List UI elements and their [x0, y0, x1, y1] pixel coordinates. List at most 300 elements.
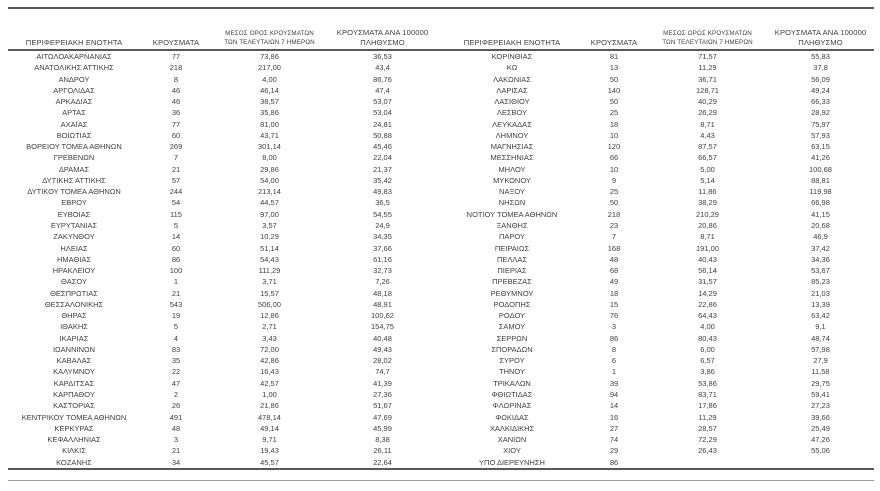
table-row	[8, 457, 438, 468]
table-row	[446, 321, 876, 332]
region-cell: ΒΟΙΩΤΙΑΣ	[56, 130, 92, 140]
region-cell: ΠΑΡΟΥ	[498, 232, 525, 242]
table-row	[8, 299, 438, 310]
region-cell: ΡΕΘΥΜΝΟΥ	[490, 288, 534, 298]
per100k-cell: 47,4	[375, 85, 390, 95]
region-cell: ΦΩΚΙΔΑΣ	[495, 412, 529, 422]
avg7-cell: 40,43	[698, 254, 717, 264]
per100k-cell: 50,88	[373, 130, 392, 140]
table-row	[8, 321, 438, 332]
table-row	[446, 299, 876, 310]
avg7-cell: 64,43	[698, 311, 717, 321]
table-row	[8, 74, 438, 85]
region-cell: ΧΙΟΥ	[503, 446, 521, 456]
table-row	[8, 220, 438, 231]
table-row	[446, 389, 876, 400]
per100k-cell: 43,4	[375, 63, 390, 73]
table-row	[8, 288, 438, 299]
region-cell: ΛΑΚΩΝΙΑΣ	[493, 74, 531, 84]
avg7-cell: 8,00	[262, 153, 277, 163]
avg7-cell: 217,00	[258, 63, 281, 73]
per100k-cell: 61,16	[373, 254, 392, 264]
table-body-right	[446, 51, 876, 468]
cases-cell: 50	[609, 198, 619, 208]
avg7-cell: 31,57	[698, 277, 717, 287]
avg7-cell: 5,14	[700, 175, 715, 185]
per100k-cell: 9,1	[815, 322, 826, 332]
per100k-cell: 48,74	[811, 333, 830, 343]
table-body-left	[8, 51, 438, 468]
per100k-cell: 8,38	[375, 435, 390, 445]
per100k-cell: 34,36	[811, 254, 830, 264]
cases-cell: 34	[171, 457, 181, 467]
per100k-cell: 22,04	[373, 153, 392, 163]
cases-cell: 83	[171, 344, 181, 354]
region-cell: ΤΗΝΟΥ	[498, 367, 525, 377]
per100k-cell: 21,37	[373, 164, 392, 174]
per100k-cell: 75,97	[811, 119, 830, 129]
table-row	[446, 423, 876, 434]
table-bottom-rule	[8, 468, 874, 470]
cases-cell: 22	[171, 367, 181, 377]
table-row	[446, 276, 876, 287]
per100k-cell: 41,26	[811, 153, 830, 163]
per100k-cell: 36,53	[373, 52, 392, 61]
cases-cell: 14	[171, 232, 181, 242]
region-cell: ΒΟΡΕΙΟΥ ΤΟΜΕΑ ΑΘΗΝΩΝ	[26, 142, 122, 152]
avg7-cell: 22,86	[698, 299, 717, 309]
cases-cell: 8	[611, 344, 617, 354]
table-row	[8, 243, 438, 254]
table-row	[8, 51, 438, 62]
region-cell: ΘΑΣΟΥ	[61, 277, 87, 287]
region-cell: ΛΕΣΒΟΥ	[496, 108, 528, 118]
avg7-cell: 44,57	[260, 198, 279, 208]
region-cell: ΘΕΣΠΡΩΤΙΑΣ	[50, 288, 98, 298]
per100k-cell: 49,24	[811, 85, 830, 95]
avg7-cell: 35,86	[260, 108, 279, 118]
avg7-cell: 16,43	[260, 367, 279, 377]
table-row	[8, 400, 438, 411]
cases-cell: 5	[173, 322, 179, 332]
table-row	[446, 130, 876, 141]
avg7-cell: 38,57	[260, 97, 279, 107]
per100k-cell: 48,18	[373, 288, 392, 298]
region-cell: ΠΡΕΒΕΖΑΣ	[492, 277, 532, 287]
cases-cell: 23	[609, 220, 619, 230]
per100k-cell: 57,98	[811, 344, 830, 354]
cases-cell: 168	[607, 243, 621, 253]
avg7-cell: 36,71	[698, 74, 717, 84]
region-cell: ΝΑΞΟΥ	[499, 187, 525, 197]
cases-cell: 50	[609, 74, 619, 84]
column-header-cases-label: ΚΡΟΥΣΜΑΤΑ	[152, 37, 200, 47]
per100k-cell: 39,66	[811, 412, 830, 422]
per100k-cell: 48,91	[373, 299, 392, 309]
table-row	[446, 400, 876, 411]
region-cell: ΝΟΤΙΟΥ ΤΟΜΕΑ ΑΘΗΝΩΝ	[466, 209, 558, 219]
table-row	[8, 310, 438, 321]
region-cell: ΑΡΓΟΛΙΔΑΣ	[53, 85, 95, 95]
column-header-avg7-line2: ΤΩΝ ΤΕΛΕΥΤΑΙΩΝ 7 ΗΜΕΡΩΝ	[662, 39, 753, 46]
per100k-cell: 32,73	[373, 266, 392, 276]
cases-cell: 21	[171, 446, 181, 456]
region-cell: ΚΑΡΠΑΘΟΥ	[53, 389, 95, 399]
cases-cell: 7	[611, 232, 617, 242]
cases-cell: 19	[171, 311, 181, 321]
avg7-cell: 12,86	[260, 311, 279, 321]
per100k-cell: 55,06	[811, 446, 830, 456]
table-row	[8, 265, 438, 276]
region-cell: ΣΕΡΡΩΝ	[496, 333, 528, 343]
region-cell: ΧΑΝΙΩΝ	[497, 435, 527, 445]
per100k-cell: 49,43	[373, 344, 392, 354]
cases-cell: 140	[607, 85, 621, 95]
cases-cell: 269	[169, 142, 183, 152]
per100k-cell: 63,42	[811, 311, 830, 321]
region-cell: ΚΑΡΔΙΤΣΑΣ	[53, 378, 95, 388]
cases-cell: 491	[169, 412, 183, 422]
region-cell: ΙΘΑΚΗΣ	[60, 322, 88, 332]
per100k-cell: 119,98	[809, 187, 832, 197]
region-cell: ΚΑΛΥΜΝΟΥ	[53, 367, 95, 377]
table-row	[446, 355, 876, 366]
region-cell: ΡΟΔΟΥ	[498, 311, 526, 321]
table-row	[8, 333, 438, 344]
cases-cell: 48	[609, 254, 619, 264]
cases-cell: 46	[171, 97, 181, 107]
column-header-avg7-line2: ΤΩΝ ΤΕΛΕΥΤΑΙΩΝ 7 ΗΜΕΡΩΝ	[224, 39, 315, 46]
region-cell: ΜΗΛΟΥ	[498, 164, 526, 174]
footer-rule	[8, 480, 874, 481]
table-row	[446, 434, 876, 445]
per100k-cell: 37,42	[811, 243, 830, 253]
avg7-cell: 506,00	[258, 299, 281, 309]
cases-cell: 74	[609, 435, 619, 445]
region-cell: ΑΝΑΤΟΛΙΚΗΣ ΑΤΤΙΚΗΣ	[34, 63, 114, 73]
region-cell: ΦΘΙΩΤΙΔΑΣ	[491, 389, 533, 399]
per100k-cell: 20,68	[811, 220, 830, 230]
region-cell: ΚΕΦΑΛΛΗΝΙΑΣ	[47, 435, 101, 445]
region-cell: ΚΕΡΚΥΡΑΣ	[54, 423, 94, 433]
table-row	[446, 152, 876, 163]
per100k-cell: 53,07	[373, 97, 392, 107]
column-header-avg7-line1: ΜΕΣΟΣ ΟΡΟΣ ΚΡΟΥΣΜΑΤΩΝ	[225, 30, 314, 37]
table-row	[8, 366, 438, 377]
cases-cell: 18	[609, 119, 619, 129]
column-header-cases-label: ΚΡΟΥΣΜΑΤΑ	[590, 37, 638, 47]
per100k-cell: 28,02	[373, 356, 392, 366]
column-header-region-label: ΠΕΡΙΦΕΡΕΙΑΚΗ ΕΝΟΤΗΤΑ	[463, 37, 561, 47]
region-cell: ΔΡΑΜΑΣ	[58, 164, 90, 174]
per100k-cell: 34,35	[373, 232, 392, 242]
cases-cell: 218	[607, 209, 621, 219]
cases-cell: 81	[609, 52, 619, 61]
region-cell: ΕΥΒΟΙΑΣ	[57, 209, 91, 219]
avg7-cell: 72,00	[260, 344, 279, 354]
per100k-cell: 47,69	[373, 412, 392, 422]
avg7-cell: 3,86	[700, 367, 715, 377]
avg7-cell: 21,86	[260, 401, 279, 411]
per100k-cell: 85,23	[811, 277, 830, 287]
cases-cell: 10	[609, 130, 619, 140]
avg7-cell: 46,14	[260, 85, 279, 95]
region-cell: ΚΩ	[506, 63, 518, 73]
avg7-cell: 20,86	[698, 220, 717, 230]
per100k-cell	[765, 457, 876, 468]
column-header-per100k-line2: ΠΛΗΘΥΣΜΟ	[360, 37, 405, 47]
per100k-cell: 53,04	[373, 108, 392, 118]
table-row	[446, 209, 876, 220]
table-row	[446, 243, 876, 254]
avg7-cell: 54,43	[260, 254, 279, 264]
cases-cell: 13	[609, 63, 619, 73]
cases-cell: 25	[609, 108, 619, 118]
avg7-cell: 45,57	[260, 457, 279, 467]
table-row	[446, 107, 876, 118]
table-row	[8, 209, 438, 220]
table-row	[8, 164, 438, 175]
per100k-cell: 74,7	[375, 367, 390, 377]
table-header-row	[446, 20, 876, 49]
region-cell: ΚΕΝΤΡΙΚΟΥ ΤΟΜΕΑ ΑΘΗΝΩΝ	[21, 412, 127, 422]
cases-cell: 46	[171, 85, 181, 95]
avg7-cell: 4,00	[262, 74, 277, 84]
per100k-cell: 45,99	[373, 423, 392, 433]
per100k-cell: 66,98	[811, 198, 830, 208]
avg7-cell: 29,86	[260, 164, 279, 174]
cases-cell: 6	[611, 356, 617, 366]
column-header-avg7	[650, 29, 765, 49]
per100k-cell: 46,9	[813, 232, 828, 242]
region-cell: ΠΕΙΡΑΙΩΣ	[494, 243, 530, 253]
table-row	[8, 197, 438, 208]
per100k-cell: 27,23	[811, 401, 830, 411]
cases-cell: 3	[173, 435, 179, 445]
table-row	[446, 254, 876, 265]
cases-cell: 16	[609, 412, 619, 422]
per100k-cell: 100,68	[809, 164, 832, 174]
cases-cell: 543	[169, 299, 183, 309]
region-cell: ΜΑΓΝΗΣΙΑΣ	[490, 142, 534, 152]
avg7-cell: 213,14	[258, 187, 281, 197]
region-cell: ΑΙΤΩΛΟΑΚΑΡΝΑΝΙΑΣ	[36, 52, 112, 61]
avg7-cell: 3,71	[262, 277, 277, 287]
avg7-cell: 26,43	[698, 446, 717, 456]
region-cell: ΖΑΚΥΝΘΟΥ	[53, 232, 95, 242]
per100k-cell: 25,49	[811, 423, 830, 433]
table-row	[446, 175, 876, 186]
per100k-cell: 26,11	[373, 446, 392, 456]
column-header-per100k	[327, 28, 438, 49]
table-row	[446, 220, 876, 231]
table-row	[446, 344, 876, 355]
per100k-cell: 36,5	[375, 198, 390, 208]
avg7-cell: 111,29	[258, 266, 281, 276]
region-cell: ΑΧΑΪΑΣ	[60, 119, 88, 129]
avg7-cell: 11,29	[698, 63, 717, 73]
region-cell: ΛΕΥΚΑΔΑΣ	[492, 119, 532, 129]
table-row	[8, 276, 438, 287]
avg7-cell: 72,29	[698, 435, 717, 445]
avg7-cell: 8,71	[700, 232, 715, 242]
table-row	[8, 434, 438, 445]
per100k-cell: 49,83	[373, 187, 392, 197]
avg7-cell: 42,86	[260, 356, 279, 366]
cases-cell: 21	[171, 288, 181, 298]
per100k-cell: 66,33	[811, 97, 830, 107]
cases-cell: 4	[173, 333, 179, 343]
region-cell: ΤΡΙΚΑΛΩΝ	[493, 378, 531, 388]
column-header-region	[8, 38, 140, 50]
table-row	[446, 197, 876, 208]
per100k-cell: 37,66	[373, 243, 392, 253]
avg7-cell: 301,14	[258, 142, 281, 152]
table-row	[8, 355, 438, 366]
cases-cell: 5	[173, 220, 179, 230]
table-row	[446, 310, 876, 321]
table-row	[446, 231, 876, 242]
per100k-cell: 59,41	[811, 389, 830, 399]
column-header-per100k-line1: ΚΡΟΥΣΜΑΤΑ ΑΝΑ 100000	[774, 28, 867, 37]
region-cell: ΚΙΛΚΙΣ	[62, 446, 86, 456]
per100k-cell: 21,03	[811, 288, 830, 298]
avg7-cell: 17,86	[698, 401, 717, 411]
column-header-avg7-line1: ΜΕΣΟΣ ΟΡΟΣ ΚΡΟΥΣΜΑΤΩΝ	[663, 30, 752, 37]
region-cell: ΦΛΩΡΙΝΑΣ	[492, 401, 532, 411]
cases-cell: 35	[171, 356, 181, 366]
column-header-cases	[140, 38, 212, 50]
cases-cell: 36	[171, 108, 181, 118]
table-header-row	[8, 20, 438, 49]
table-row	[446, 119, 876, 130]
region-cell: ΥΠΟ ΔΙΕΡΕΥΝΗΣΗ	[479, 457, 545, 467]
cases-cell: 7	[173, 153, 179, 163]
column-header-cases	[578, 38, 650, 50]
avg7-cell: 87,57	[698, 142, 717, 152]
column-header-region-label: ΠΕΡΙΦΕΡΕΙΑΚΗ ΕΝΟΤΗΤΑ	[25, 37, 123, 47]
table-row	[8, 85, 438, 96]
table-row	[446, 445, 876, 456]
per100k-cell: 24,81	[373, 119, 392, 129]
table-row	[446, 62, 876, 73]
per100k-cell: 54,55	[373, 209, 392, 219]
cases-cell: 18	[609, 288, 619, 298]
avg7-cell: 128,71	[696, 85, 719, 95]
region-cell: ΣΑΜΟΥ	[498, 322, 526, 332]
per100k-cell: 22,64	[373, 457, 392, 467]
region-cell: ΗΡΑΚΛΕΙΟΥ	[52, 266, 96, 276]
cases-cell: 57	[171, 175, 181, 185]
region-cell: ΚΟΖΑΝΗΣ	[56, 457, 92, 467]
per100k-cell: 51,67	[373, 401, 392, 411]
cases-cell: 120	[607, 142, 621, 152]
avg7-cell	[650, 457, 765, 468]
avg7-cell: 3,43	[262, 333, 277, 343]
per100k-cell: 7,26	[375, 277, 390, 287]
avg7-cell: 191,00	[696, 243, 719, 253]
cases-cell: 49	[609, 277, 619, 287]
table-row	[8, 175, 438, 186]
per100k-cell: 13,39	[811, 299, 830, 309]
cases-cell: 26	[171, 401, 181, 411]
cases-cell: 54	[171, 198, 181, 208]
region-cell: ΞΑΝΘΗΣ	[496, 220, 528, 230]
table-row	[8, 96, 438, 107]
per100k-cell: 45,46	[373, 142, 392, 152]
region-cell: ΛΑΡΙΣΑΣ	[496, 85, 528, 95]
per100k-cell: 57,93	[811, 130, 830, 140]
cases-cell: 86	[609, 457, 619, 467]
cases-cell: 27	[609, 423, 619, 433]
avg7-cell: 4,00	[700, 322, 715, 332]
region-cell: ΗΜΑΘΙΑΣ	[56, 254, 92, 264]
avg7-cell: 4,43	[700, 130, 715, 140]
table-row	[8, 412, 438, 423]
table-row	[8, 231, 438, 242]
cases-cell: 15	[609, 299, 619, 309]
per100k-cell: 37,8	[813, 63, 828, 73]
avg7-cell: 42,57	[260, 378, 279, 388]
table-row	[446, 74, 876, 85]
per100k-cell: 24,9	[375, 220, 390, 230]
avg7-cell: 40,29	[698, 97, 717, 107]
per100k-cell: 47,26	[811, 435, 830, 445]
table-row	[446, 186, 876, 197]
table-row	[8, 152, 438, 163]
region-cell: ΠΙΕΡΙΑΣ	[497, 266, 527, 276]
cases-cell: 3	[611, 322, 617, 332]
table-row	[446, 164, 876, 175]
cases-cell: 86	[171, 254, 181, 264]
avg7-cell: 80,43	[698, 333, 717, 343]
avg7-cell: 81,00	[260, 119, 279, 129]
column-header-per100k	[765, 28, 876, 49]
cases-cell: 66	[609, 153, 619, 163]
region-cell: ΧΑΛΚΙΔΙΚΗΣ	[489, 423, 535, 433]
table-row	[8, 445, 438, 456]
table-row	[446, 378, 876, 389]
cases-cell: 77	[171, 52, 181, 61]
region-cell: ΗΛΕΙΑΣ	[60, 243, 88, 253]
per100k-cell: 154,75	[371, 322, 394, 332]
table-row	[8, 130, 438, 141]
table-row	[446, 333, 876, 344]
table-row	[8, 378, 438, 389]
table-row	[8, 119, 438, 130]
table-row	[8, 389, 438, 400]
cases-cell: 100	[169, 266, 183, 276]
region-cell: ΡΟΔΟΠΗΣ	[493, 299, 531, 309]
cases-cell: 1	[173, 277, 179, 287]
cases-cell: 76	[609, 311, 619, 321]
per100k-cell: 56,09	[811, 74, 830, 84]
avg7-cell: 5,00	[700, 164, 715, 174]
avg7-cell: 9,71	[262, 435, 277, 445]
per100k-cell: 40,48	[373, 333, 392, 343]
per100k-cell: 11,58	[811, 367, 830, 377]
cases-cell: 77	[171, 119, 181, 129]
region-cell: ΚΑΒΑΛΑΣ	[56, 356, 92, 366]
avg7-cell: 2,71	[262, 322, 277, 332]
avg7-cell: 43,71	[260, 130, 279, 140]
avg7-cell: 210,29	[696, 209, 719, 219]
avg7-cell: 6,57	[700, 356, 715, 366]
region-cell: ΑΝΔΡΟΥ	[58, 74, 90, 84]
table-row	[8, 344, 438, 355]
column-header-per100k-line1: ΚΡΟΥΣΜΑΤΑ ΑΝΑ 100000	[336, 28, 429, 37]
region-cell: ΔΥΤΙΚΗΣ ΑΤΤΙΚΗΣ	[42, 175, 106, 185]
